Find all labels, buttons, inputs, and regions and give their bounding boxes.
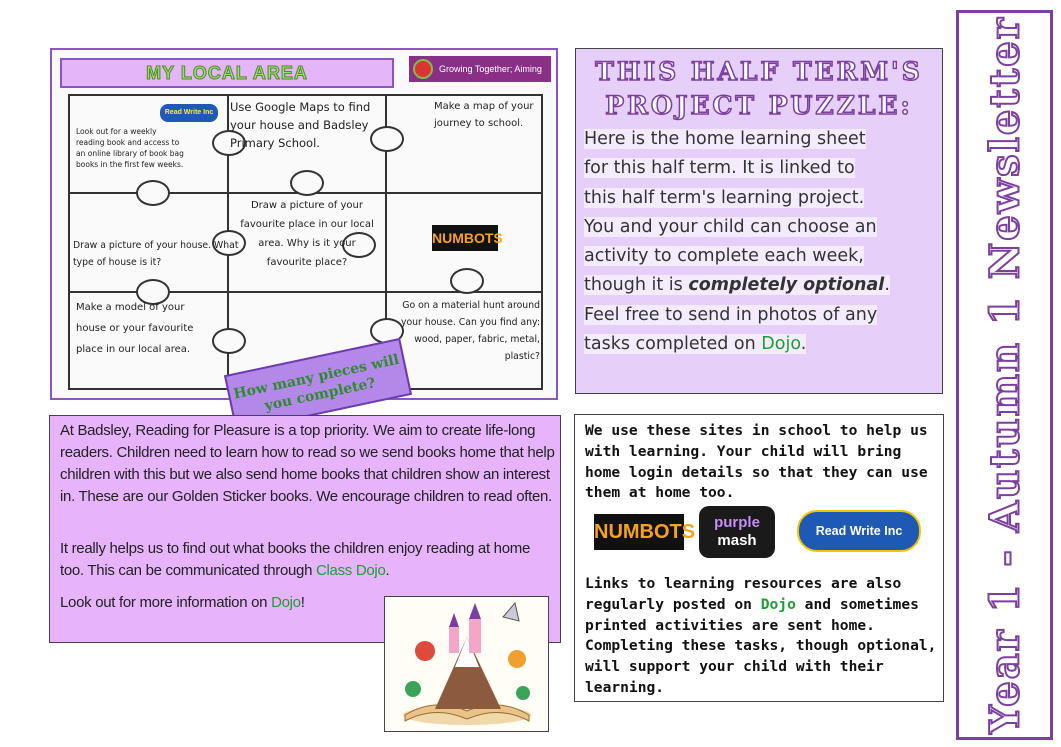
project-body bbox=[584, 125, 938, 359]
project-title-line2: PROJECT PUZZLE: bbox=[605, 91, 913, 120]
numbots-badge: NUMBOTS bbox=[432, 225, 498, 251]
reading-paragraph bbox=[60, 538, 556, 582]
storybook-icon bbox=[385, 597, 548, 731]
piece-journey-map: Make a map of your journey to school. bbox=[434, 101, 534, 129]
reading-text: Look out for more information on bbox=[60, 594, 272, 611]
dojo-link[interactable]: Dojo bbox=[761, 334, 801, 355]
piece-house-picture: Draw a picture of your house. What type of house is it? bbox=[73, 240, 239, 268]
sites-text: and sometimes printed activities are sent home. Completing these tasks, though optional, will support your child with their learning. bbox=[585, 595, 937, 696]
reading-text: ! bbox=[300, 594, 305, 611]
purple-mash-logo[interactable] bbox=[699, 506, 775, 558]
read-write-inc-logo[interactable]: Read Write Inc bbox=[797, 510, 921, 552]
project-puzzle-box bbox=[575, 48, 943, 394]
piece-model: Make a model of your house or your favourite place in our local area. bbox=[76, 302, 194, 355]
school-badge-icon bbox=[413, 59, 433, 79]
project-line: . bbox=[884, 275, 890, 296]
learning-sites-box bbox=[574, 414, 944, 702]
project-title bbox=[576, 55, 942, 123]
newsletter-title: Year 1 - Autumn 1 Newsletter bbox=[981, 16, 1028, 734]
numbots-logo[interactable]: NUMBOTS bbox=[594, 514, 684, 550]
puzzle-knob bbox=[212, 328, 246, 354]
reading-paragraph bbox=[60, 592, 390, 614]
reading-text: It really helps us to find out what books the children enjoy reading at home too. This can be communicated through bbox=[60, 540, 530, 579]
optional-emphasis: completely optional bbox=[688, 275, 885, 296]
project-line: You and your child can choose an bbox=[584, 216, 877, 237]
puzzle-knob bbox=[450, 268, 484, 294]
dojo-link[interactable]: Dojo bbox=[271, 594, 301, 611]
reading-text: . bbox=[385, 562, 390, 579]
read-write-badge: Read Write Inc bbox=[160, 104, 218, 122]
project-line: . bbox=[800, 334, 807, 355]
sites-text: Links to learning resources are also regularly posted on bbox=[585, 575, 902, 613]
local-area-sheet bbox=[50, 48, 558, 415]
class-dojo-link[interactable]: Class Dojo bbox=[315, 562, 386, 579]
project-line: this half term's learning project. bbox=[584, 187, 865, 208]
pieces-banner: How many pieces will you complete? bbox=[224, 338, 412, 432]
project-line: tasks completed on bbox=[584, 334, 762, 355]
project-line: though it is bbox=[584, 275, 689, 296]
puzzle-knob bbox=[290, 170, 324, 196]
purple-mash-word2: mash bbox=[717, 532, 757, 549]
piece-material-hunt: Go on a material hunt around your house. Can you find any: wood, paper, fabric, metal, plastic? bbox=[400, 300, 540, 362]
project-line: for this half term. It is linked to bbox=[584, 158, 855, 179]
dojo-link[interactable]: Dojo bbox=[760, 595, 796, 613]
project-line: Feel free to send in photos of any bbox=[584, 304, 878, 325]
sites-intro: We use these sites in school to help us with learning. Your child will bring home login details so that they can use them at home too. bbox=[585, 422, 928, 502]
side-banner bbox=[956, 10, 1053, 740]
reading-paragraph: At Badsley, Reading for Pleasure is a top priority. We aim to create life-long readers. Children need to learn how to read so we send books home that help children with this but we also send home books that children show an interest in. These are our Golden Sticker books. We encourage children to read often. bbox=[60, 422, 555, 505]
book-illustration bbox=[384, 596, 549, 732]
puzzle-grid bbox=[68, 94, 543, 415]
local-area-title: MY LOCAL AREA bbox=[60, 58, 394, 88]
school-motto: Growing Together; Aiming High bbox=[439, 64, 542, 100]
purple-mash-word1: purple bbox=[714, 514, 760, 531]
puzzle-knob bbox=[136, 180, 170, 206]
school-logo bbox=[409, 56, 551, 100]
sites-links-text bbox=[585, 574, 941, 699]
piece-google-maps: Use Google Maps to find your house and Badsley Primary School. bbox=[230, 100, 371, 150]
project-line: activity to complete each week, bbox=[584, 246, 864, 267]
piece-reading: Look out for a weekly reading book and access to an online library of book bag books in the first few weeks. bbox=[76, 127, 184, 169]
project-title-line1: THIS HALF TERM'S bbox=[595, 57, 923, 86]
piece-favourite-place: Draw a picture of your favourite place in our local area. Why is it your favourite place? bbox=[240, 200, 374, 268]
project-line: Here is the home learning sheet bbox=[584, 129, 866, 149]
